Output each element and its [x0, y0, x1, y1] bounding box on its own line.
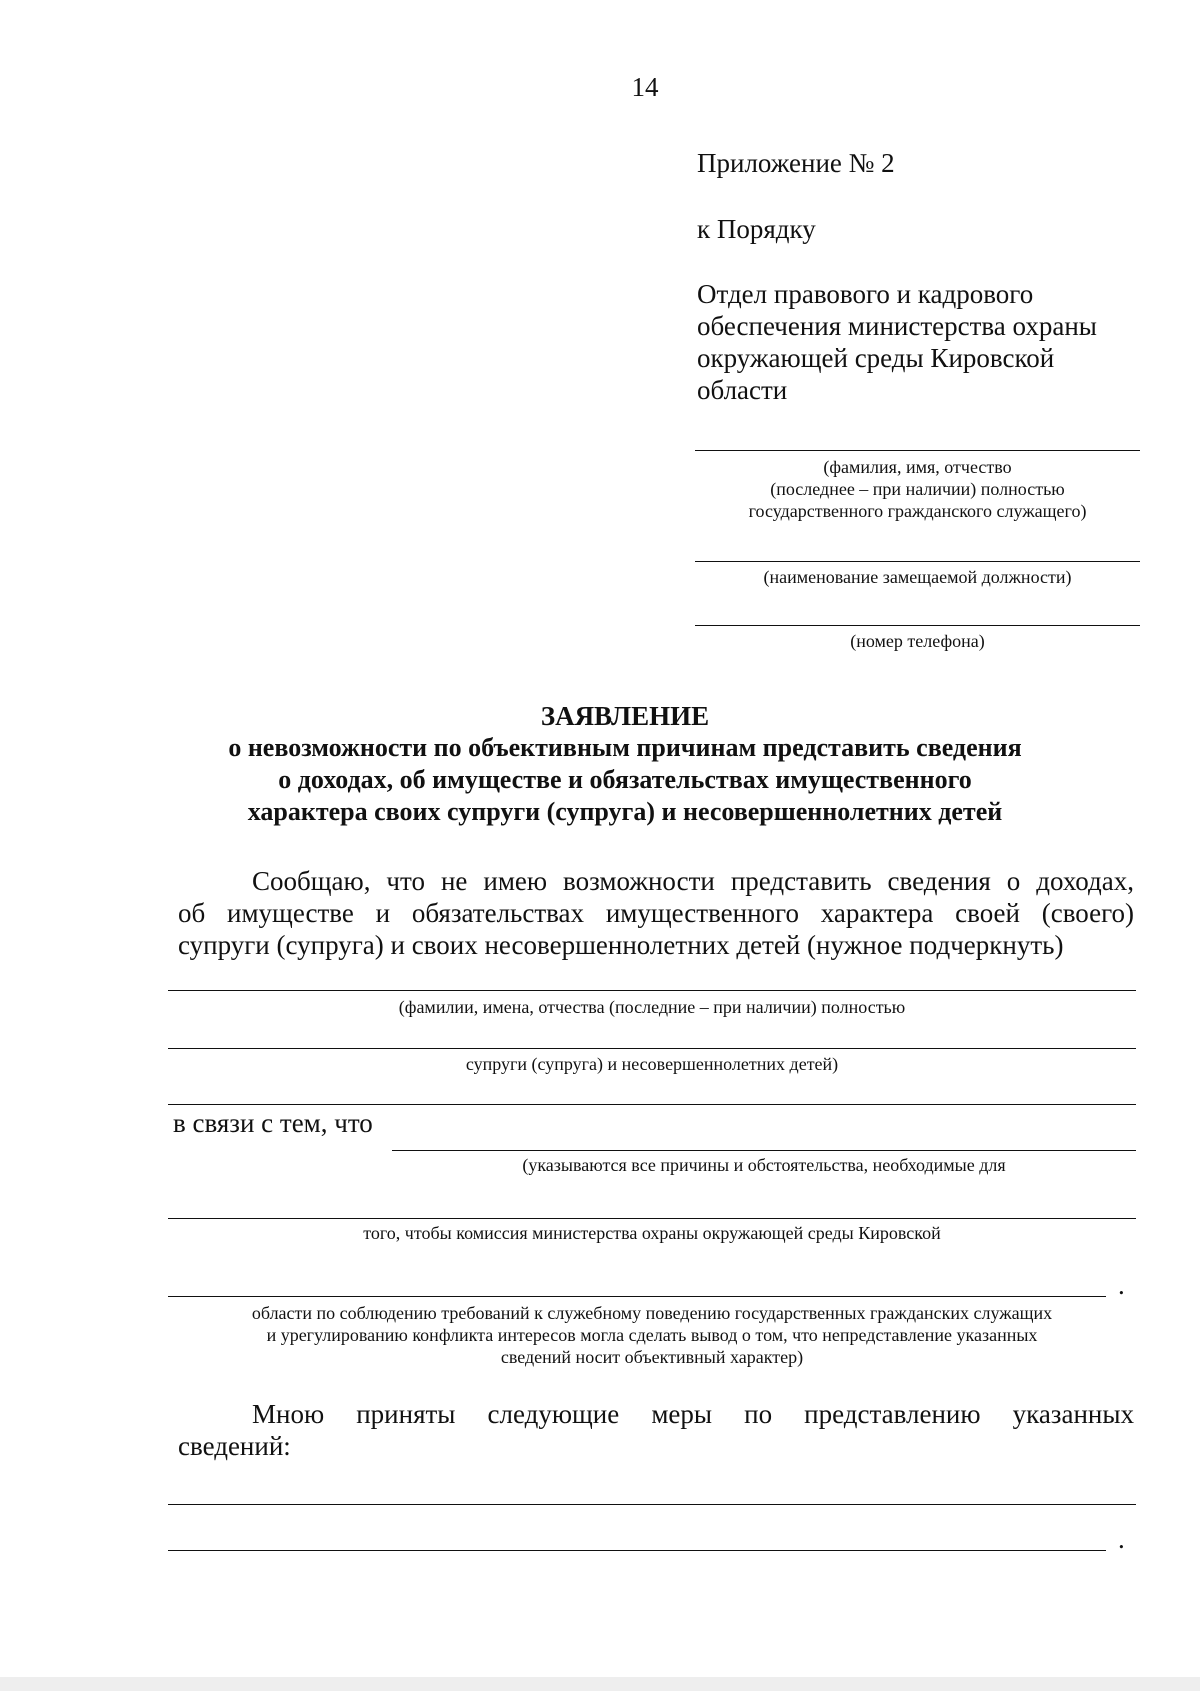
department-line: Отдел правового и кадрового	[697, 279, 1034, 309]
position-caption: (наименование замещаемой должности)	[763, 567, 1072, 587]
family-names-line-2[interactable]	[168, 1048, 1136, 1049]
measures-line: Мною приняты следующие меры по представлению указанных	[252, 1399, 1134, 1429]
measures-line-1[interactable]	[168, 1504, 1136, 1505]
caption-line: сведений носит объективный характер)	[500, 1347, 804, 1367]
reason-caption-2: того, чтобы комиссия министерства охраны окружающей среды Кировской	[363, 1223, 941, 1243]
caption-line: (фамилия, имя, отчество	[823, 457, 1012, 477]
family-names-caption-1: (фамилии, имена, отчества (последние – при наличии) полностью	[398, 997, 906, 1017]
reason-period: .	[1118, 1270, 1125, 1300]
position-line[interactable]	[695, 561, 1140, 562]
measures-period: .	[1118, 1524, 1125, 1554]
statement-line: супруги (супруга) и своих несовершеннолетних детей (нужное подчеркнуть)	[178, 930, 1064, 960]
scan-edge	[0, 1677, 1200, 1691]
reason-line-3[interactable]	[168, 1296, 1106, 1297]
reason-caption-3	[168, 1302, 1136, 1368]
appendix-label: Приложение № 2	[697, 148, 895, 178]
order-reference: к Порядку	[697, 214, 816, 244]
measures-line-2[interactable]	[168, 1550, 1106, 1551]
statement-line: Сообщаю, что не имею возможности представить сведения о доходах,	[252, 866, 1134, 896]
caption-line: и урегулированию конфликта интересов могла сделать вывод о том, что непредставление указанных	[266, 1325, 1038, 1345]
applicant-name-line[interactable]	[695, 450, 1140, 451]
measures-line: сведений:	[178, 1431, 291, 1461]
reason-label: в связи с тем, что	[173, 1108, 373, 1138]
reason-line-1[interactable]	[392, 1150, 1136, 1151]
title-subtitle-line: о невозможности по объективным причинам представить сведения	[228, 733, 1022, 762]
family-names-line[interactable]	[168, 990, 1136, 991]
phone-line[interactable]	[695, 625, 1140, 626]
title-subtitle-line: характера своих супруги (супруга) и несовершеннолетних детей	[247, 797, 1003, 826]
department-line: обеспечения министерства охраны	[697, 311, 1097, 341]
department-line: окружающей среды Кировской	[697, 343, 1055, 373]
measures-paragraph	[178, 1398, 1134, 1462]
department-line: области	[697, 375, 788, 405]
caption-line: области по соблюдению требований к служебному поведению государственных гражданских служащих	[251, 1303, 1053, 1323]
department-address	[697, 278, 1097, 406]
title-heading: ЗАЯВЛЕНИЕ	[540, 701, 710, 731]
caption-line: (последнее – при наличии) полностью	[770, 479, 1065, 499]
document-title	[140, 700, 1110, 828]
statement-line: об имуществе и обязательствах имущественного характера своей (своего)	[178, 898, 1134, 928]
reason-line-2[interactable]	[168, 1218, 1136, 1219]
applicant-name-caption	[695, 456, 1140, 522]
reason-caption-1: (указываются все причины и обстоятельства, необходимые для	[522, 1155, 1006, 1175]
title-subtitle-line: о доходах, об имуществе и обязательствах имущественного	[278, 765, 972, 794]
family-names-line-3[interactable]	[168, 1104, 1136, 1105]
family-names-caption-2: супруги (супруга) и несовершеннолетних детей)	[465, 1054, 839, 1074]
phone-caption: (номер телефона)	[850, 631, 985, 651]
statement-paragraph	[178, 865, 1134, 961]
page-number: 14	[631, 72, 659, 102]
caption-line: государственного гражданского служащего)	[748, 501, 1087, 521]
